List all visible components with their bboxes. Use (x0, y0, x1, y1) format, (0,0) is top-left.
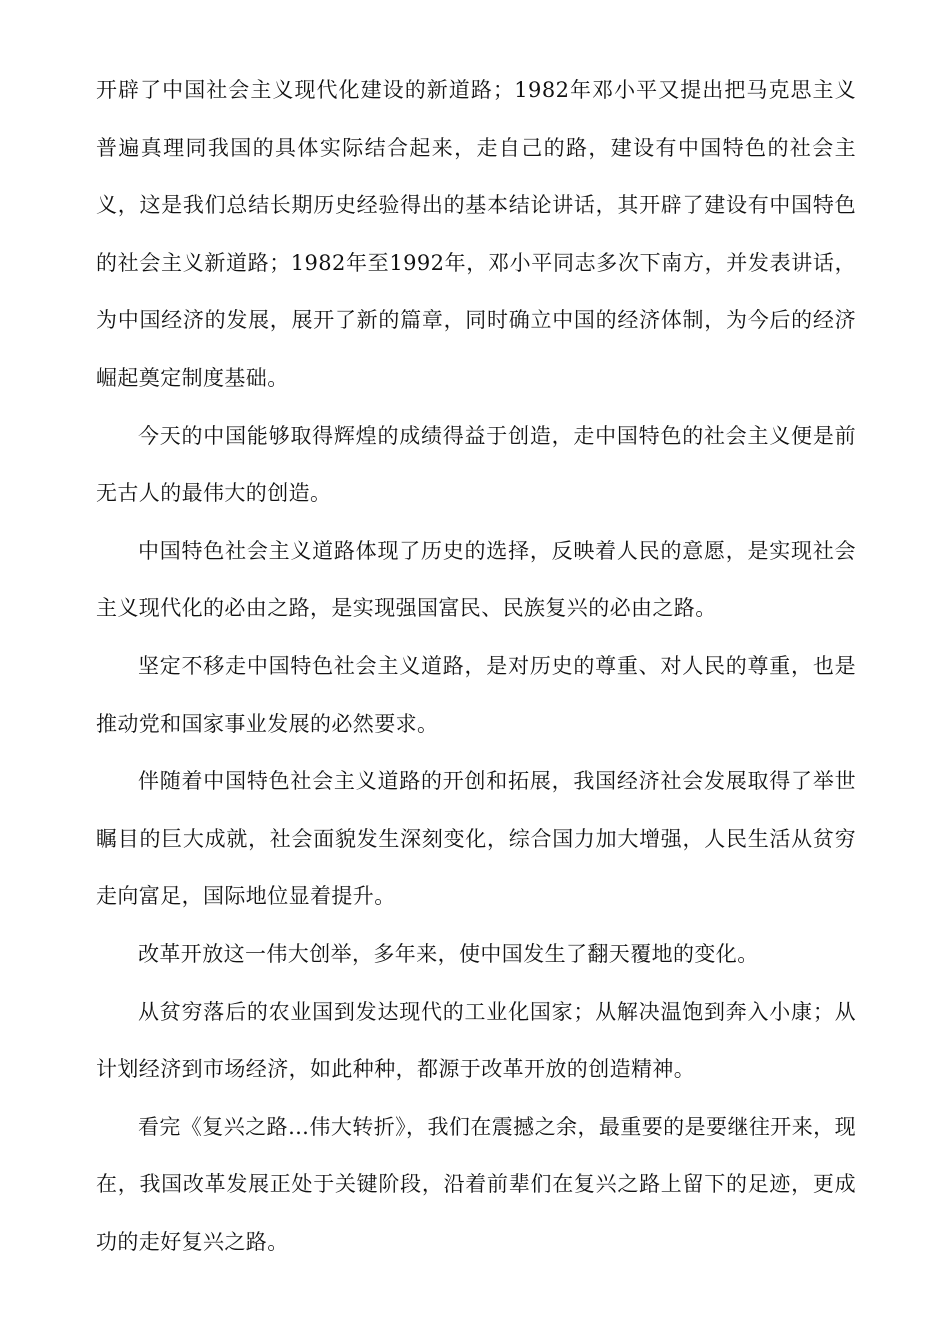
paragraph-7: 从贫穷落后的农业国到发达现代的工业化国家；从解决温饱到奔入小康；从计划经济到市场经济，如此种种，都源于改革开放的创造精神。 (96, 999, 856, 1082)
paragraph-8: 看完《复兴之路…伟大转折》，我们在震撼之余，最重要的是要继往开来，现在，我国改革发展正处于关键阶段，沿着前辈们在复兴之路上留下的足迹，更成功的走好复兴之路。 (96, 1114, 856, 1254)
paragraph-2: 今天的中国能够取得辉煌的成绩得益于创造，走中国特色的社会主义便是前无古人的最伟大的创造。 (96, 423, 856, 506)
paragraph-6: 改革开放这一伟大创举，多年来，使中国发生了翻天覆地的变化。 (138, 941, 759, 966)
document-page (96, 62, 856, 1271)
paragraph-3: 中国特色社会主义道路体现了历史的选择，反映着人民的意愿，是实现社会主义现代化的必由之路，是实现强国富民、民族复兴的必由之路。 (96, 538, 856, 621)
paragraph-1: 开辟了中国社会主义现代化建设的新道路；1982年邓小平又提出把马克思主义普遍真理同我国的具体实际结合起来，走自己的路，建设有中国特色的社会主义，这是我们总结长期历史经验得出的基本结论讲话，其开辟了建设有中国特色的社会主义新道路；1982年至1992年，邓小平同志多次下南方，并发表讲话，为中国经济的发展，展开了新的篇章，同时确立中国的经济体制，为今后的经济崛起奠定制度基础。 (96, 78, 856, 390)
paragraph-5: 伴随着中国特色社会主义道路的开创和拓展，我国经济社会发展取得了举世瞩目的巨大成就，社会面貌发生深刻变化，综合国力加大增强，人民生活从贫穷走向富足，国际地位显着提升。 (96, 769, 856, 909)
paragraph-4: 坚定不移走中国特色社会主义道路，是对历史的尊重、对人民的尊重，也是推动党和国家事业发展的必然要求。 (96, 653, 856, 736)
